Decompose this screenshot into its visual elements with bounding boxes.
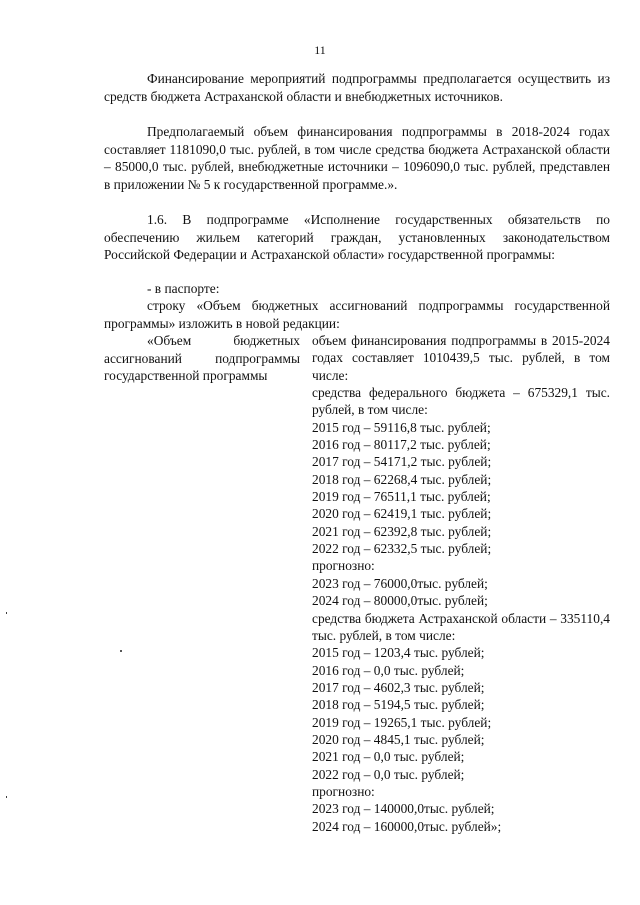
federal-2023: 2023 год – 76000,0тыс. рублей; xyxy=(312,575,488,591)
federal-2021: 2021 год – 62392,8 тыс. рублей; xyxy=(312,523,492,539)
federal-2022: 2022 год – 62332,5 тыс. рублей; xyxy=(312,541,492,557)
federal-2018: 2018 год – 62268,4 тыс. рублей; xyxy=(312,471,492,487)
table-left-cell: «Объем бюджетных ассигнований подпрограммы государственной программы xyxy=(104,333,300,384)
federal-2020: 2020 год – 62419,1 тыс. рублей; xyxy=(312,506,492,522)
funding-total: объем финансирования подпрограммы в 2015-2024 годах составляет 1010439,5 тыс. рублей, в том числе: xyxy=(312,333,610,383)
paragraph-passport: - в паспорте: xyxy=(147,281,220,296)
regional-2019: 2019 год – 19265,1 тыс. рублей; xyxy=(312,714,492,730)
paragraph-subprogram-amendment: 1.6. В подпрограмме «Исполнение государственных обязательств по обеспечению жильем категорий граждан, установленных законодательством Российской Федерации и Астраханской области» государственной программы: xyxy=(104,212,610,263)
paragraph-financing-sources: Финансирование мероприятий подпрограммы предполагается осуществить из средств бюджета Астраханской области и внебюджетных источников. xyxy=(104,71,610,104)
scan-edge-mark xyxy=(6,612,7,614)
federal-2024: 2024 год – 80000,0тыс. рублей; xyxy=(312,593,488,609)
federal-2016: 2016 год – 80117,2 тыс. рублей; xyxy=(312,437,491,453)
regional-2022: 2022 год – 0,0 тыс. рублей; xyxy=(312,766,465,782)
table-right-cell xyxy=(312,332,610,835)
regional-forecast-label: прогнозно: xyxy=(312,783,375,799)
federal-2019: 2019 год – 76511,1 тыс. рублей; xyxy=(312,489,491,505)
scan-edge-mark xyxy=(6,796,7,798)
paragraph-financing-volume: Предполагаемый объем финансирования подпрограммы в 2018-2024 годах составляет 1181090,0 тыс. рублей, в том числе средства бюджета Астраханской области – 85000,0 тыс. рублей, внебюджетные источники – 1096090,0 тыс. рублей, представлен в приложении № 5 к государственной программе.». xyxy=(104,124,610,192)
federal-2017: 2017 год – 54171,2 тыс. рублей; xyxy=(312,454,492,470)
page-number: 11 xyxy=(314,43,326,57)
regional-2016: 2016 год – 0,0 тыс. рублей; xyxy=(312,662,465,678)
paragraph-row-replace: строку «Объем бюджетных ассигнований подпрограммы государственной программы» изложить в новой редакции: xyxy=(104,298,610,331)
federal-2015: 2015 год – 59116,8 тыс. рублей; xyxy=(312,419,491,435)
regional-2021: 2021 год – 0,0 тыс. рублей; xyxy=(312,749,465,765)
regional-2020: 2020 год – 4845,1 тыс. рублей; xyxy=(312,731,485,747)
regional-2017: 2017 год – 4602,3 тыс. рублей; xyxy=(312,679,485,695)
regional-budget-total: средства бюджета Астраханской области – 335110,4 тыс. рублей, в том числе: xyxy=(312,610,610,643)
federal-forecast-label: прогнозно: xyxy=(312,558,375,574)
regional-2023: 2023 год – 140000,0тыс. рублей; xyxy=(312,801,495,817)
scan-speck xyxy=(120,650,122,652)
federal-budget-total: средства федерального бюджета – 675329,1 тыс. рублей, в том числе: xyxy=(312,385,610,418)
regional-2024: 2024 год – 160000,0тыс. рублей»; xyxy=(312,818,502,834)
regional-2018: 2018 год – 5194,5 тыс. рублей; xyxy=(312,697,485,713)
regional-2015: 2015 год – 1203,4 тыс. рублей; xyxy=(312,645,485,661)
